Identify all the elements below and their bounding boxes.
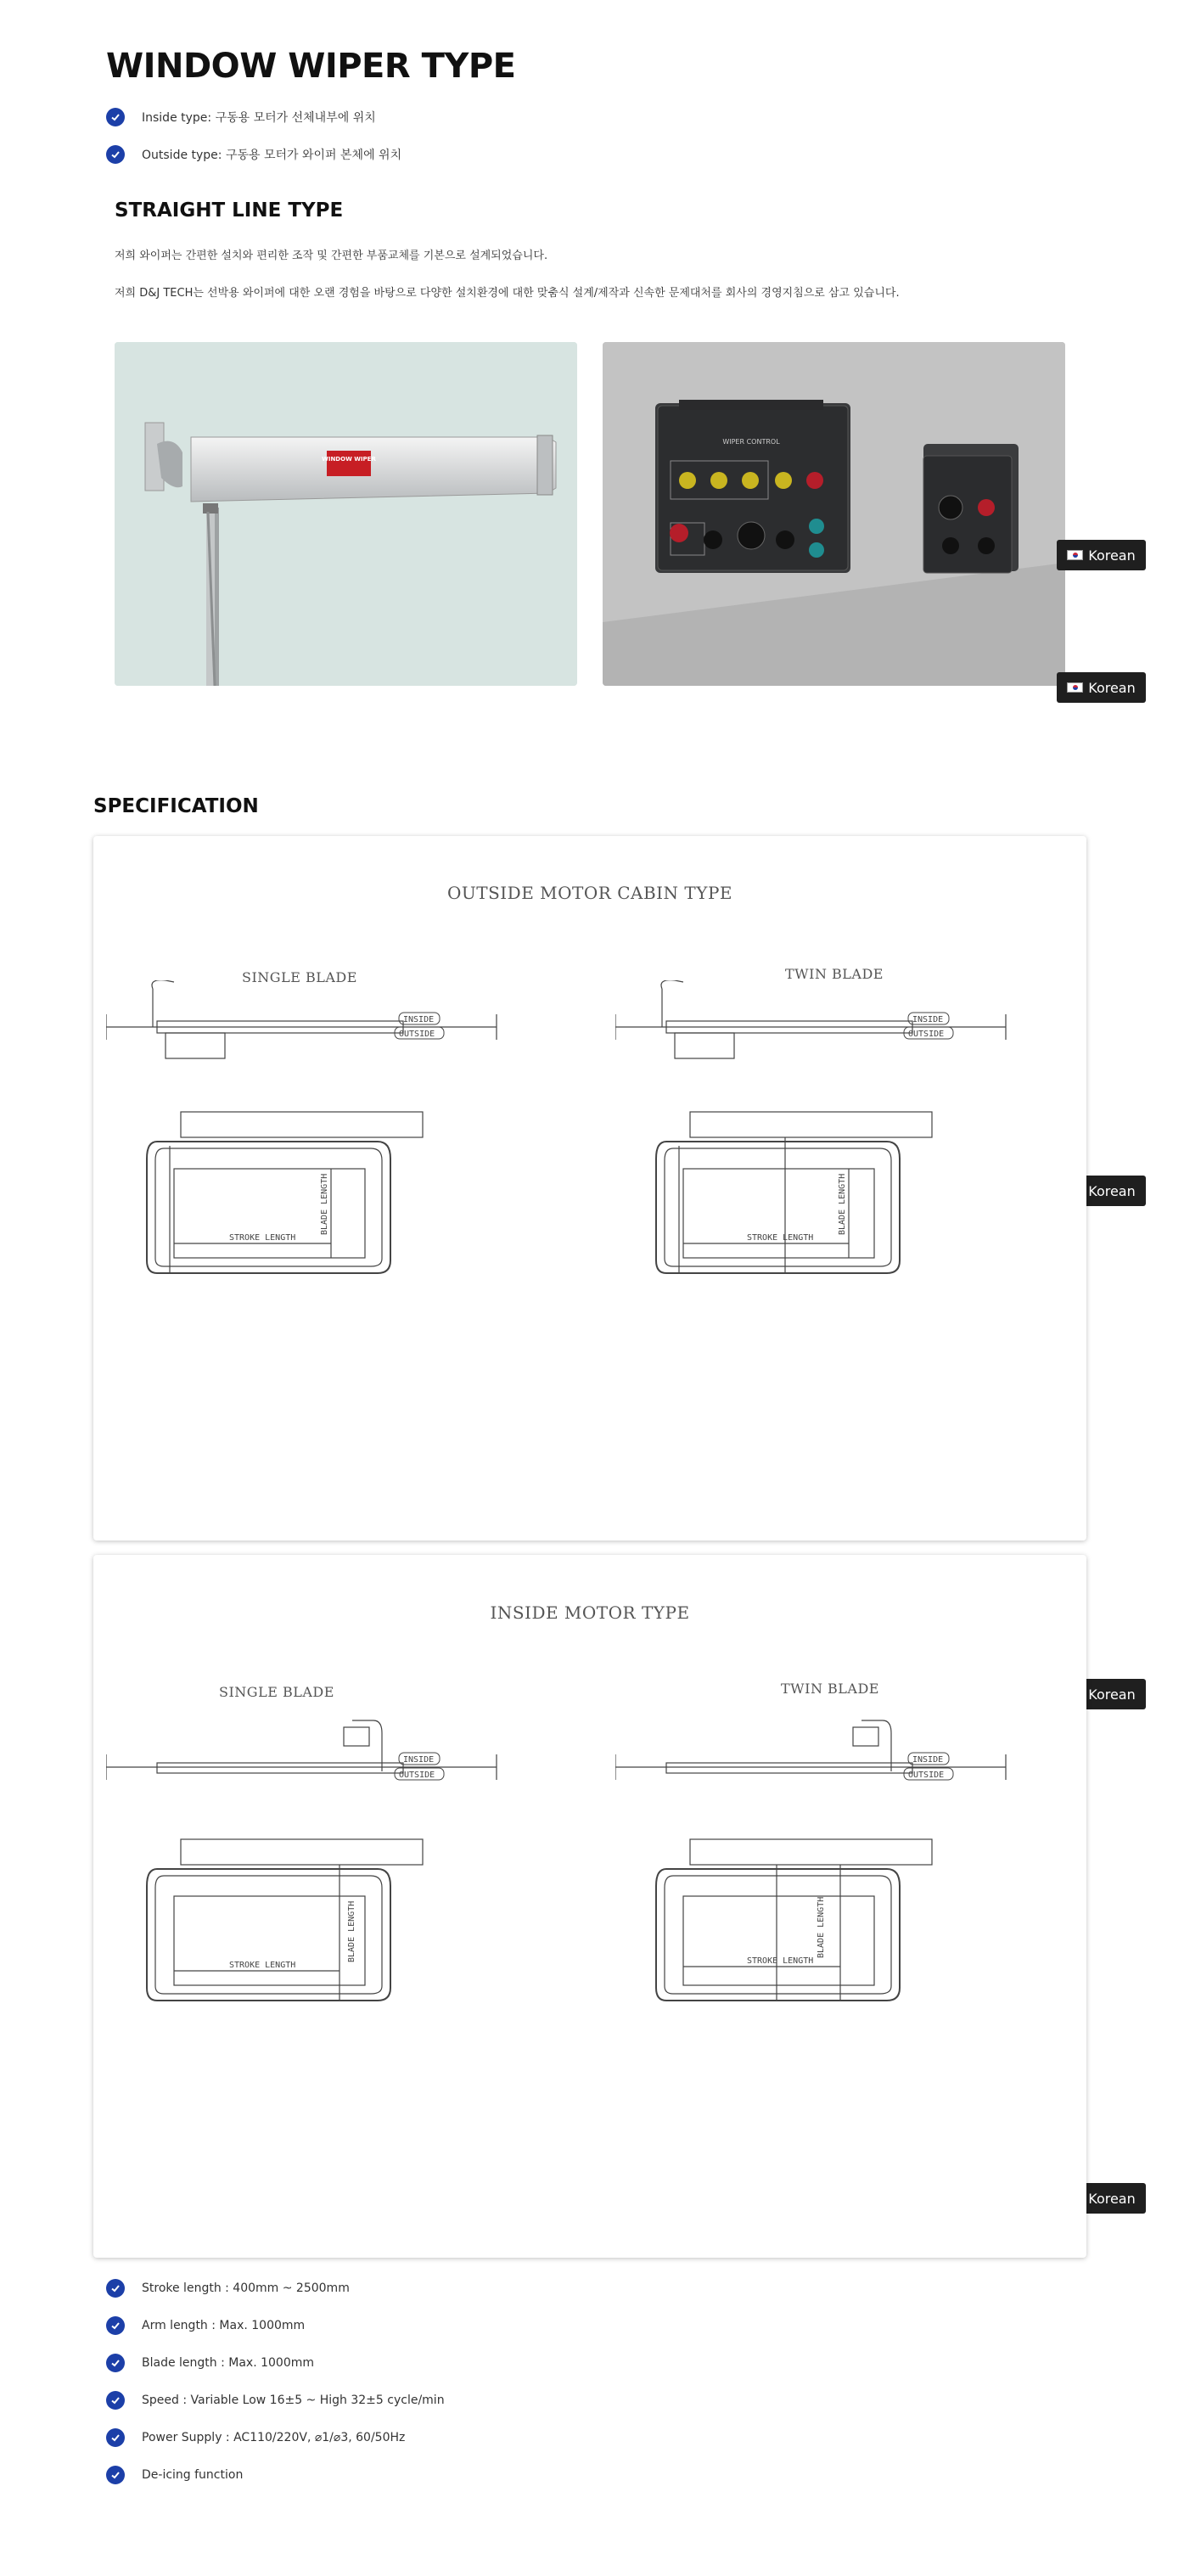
single-blade-outside-drawing [106, 980, 514, 1456]
specification-title: SPECIFICATION [93, 795, 259, 817]
spec-text: Stroke length : 400mm ~ 2500mm [142, 2281, 350, 2295]
korean-label: Korean [1088, 1182, 1136, 1199]
wiper-product-photo [115, 342, 577, 686]
korean-label: Korean [1088, 1686, 1136, 1703]
single-blade-label: SINGLE BLADE [219, 1684, 334, 1700]
outside-label: OUTSIDE [399, 1030, 435, 1039]
korean-label: Korean [1088, 679, 1136, 696]
blade-length-label: BLADE LENGTH [838, 1173, 847, 1235]
check-icon [106, 2391, 125, 2410]
blade-length-label: BLADE LENGTH [347, 1900, 356, 1962]
page-title: WINDOW WIPER TYPE [106, 47, 516, 86]
outside-label: OUTSIDE [399, 1771, 435, 1780]
check-icon [106, 145, 125, 164]
inside-type-text: Inside type: 구동용 모터가 선체내부에 위치 [142, 111, 376, 125]
spec-list-item [106, 2278, 350, 2298]
check-icon [106, 2466, 125, 2484]
stroke-length-label: STROKE LENGTH [747, 1956, 814, 1966]
check-icon [106, 2316, 125, 2335]
inside-label: INSIDE [912, 1755, 944, 1765]
single-blade-label: SINGLE BLADE [242, 969, 357, 985]
blade-length-label: BLADE LENGTH [817, 1896, 826, 1958]
outside-label: OUTSIDE [908, 1030, 945, 1039]
twin-blade-inside-drawing [615, 1712, 1023, 2153]
twin-blade-outside-drawing [615, 980, 1023, 1456]
check-icon [106, 2428, 125, 2447]
spec-text: De-icing function [142, 2468, 244, 2482]
korea-flag-icon [1067, 682, 1083, 693]
inside-label: INSIDE [403, 1755, 435, 1765]
wiper-sign-text: WINDOW WIPER [322, 456, 376, 463]
korean-language-button[interactable] [1057, 540, 1146, 570]
list-item [106, 107, 376, 127]
spec-text: Blade length : Max. 1000mm [142, 2356, 315, 2370]
spec-list-item [106, 2390, 445, 2410]
spec-list-item [106, 2465, 243, 2485]
korean-language-button[interactable] [1057, 672, 1146, 703]
inside-label: INSIDE [912, 1015, 944, 1024]
inside-label: INSIDE [403, 1015, 435, 1024]
stroke-length-label: STROKE LENGTH [229, 1233, 296, 1243]
single-blade-inside-drawing [106, 1712, 514, 2153]
spec-list-item [106, 2353, 314, 2373]
check-icon [106, 2354, 125, 2372]
blade-length-label: BLADE LENGTH [320, 1173, 329, 1235]
inside-motor-diagram-card [93, 1555, 1086, 2258]
korean-label: Korean [1088, 547, 1136, 564]
stroke-length-label: STROKE LENGTH [229, 1961, 296, 1970]
description-text: 저희 와이퍼는 간편한 설치와 편리한 조작 및 간편한 부품교체를 기본으로 설계되었습니다. [115, 250, 548, 262]
list-item [106, 144, 401, 165]
outside-label: OUTSIDE [908, 1771, 945, 1780]
check-icon [106, 108, 125, 126]
description-text: 저희 D&J TECH는 선박용 와이퍼에 대한 오랜 경험을 바탕으로 다양한 설치환경에 대한 맞춤식 설계/제작과 신속한 문제대처를 회사의 경영지침으로 삼고 있습니다. [115, 287, 900, 300]
outside-motor-diagram-card [93, 836, 1086, 1541]
section-title: STRAIGHT LINE TYPE [115, 199, 344, 222]
spec-text: Power Supply : AC110/220V, ⌀1/⌀3, 60/50Hz [142, 2431, 406, 2444]
korea-flag-icon [1067, 550, 1083, 560]
twin-blade-label: TWIN BLADE [781, 1681, 879, 1697]
controller-label-text: WIPER CONTROL [722, 438, 780, 446]
diagram-heading: OUTSIDE MOTOR CABIN TYPE [446, 883, 732, 903]
spec-text: Arm length : Max. 1000mm [142, 2319, 306, 2332]
twin-blade-label: TWIN BLADE [785, 966, 884, 982]
stroke-length-label: STROKE LENGTH [747, 1233, 814, 1243]
spec-list-item [106, 2315, 305, 2336]
outside-type-text: Outside type: 구동용 모터가 와이퍼 본체에 위치 [142, 149, 402, 162]
spec-list-item [106, 2427, 405, 2448]
controller-product-photo [603, 342, 1065, 686]
spec-text: Speed : Variable Low 16±5 ~ High 32±5 cycle/min [142, 2394, 445, 2407]
diagram-heading: INSIDE MOTOR TYPE [490, 1602, 690, 1623]
korean-label: Korean [1088, 2190, 1136, 2207]
check-icon [106, 2279, 125, 2298]
